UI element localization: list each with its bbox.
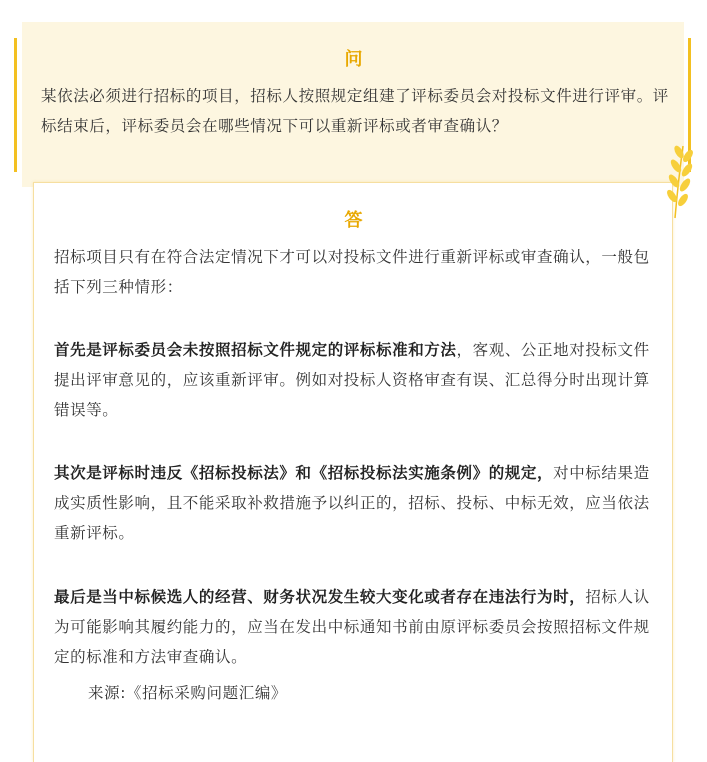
answer-item-2-rest: 对中标结果造成实质性影响，且不能采取补救措施予以纠正的，招标、投标、中标无效，应当依法重新评标。 (54, 464, 650, 542)
question-text: 某依法必须进行招标的项目，招标人按照规定组建了评标委员会对投标文件进行评审。评标结束后，评标委员会在哪些情况下可以重新评标或者审查确认？ (41, 87, 669, 135)
answer-intro: 招标项目只有在符合法定情况下才可以对投标文件进行重新评标或审查确认，一般包括下列三种情形： (54, 248, 650, 296)
source-citation: 来源:《招标采购问题汇编》 (88, 684, 288, 702)
answer-title: 答 (344, 210, 363, 231)
answer-item-1-bold: 首先是评标委员会未按照招标文件规定的评标标准和方法 (54, 341, 457, 359)
answer-item-1-rest: ，客观、公正地对投标文件提出评审意见的，应该重新评审。例如对投标人资格审查有误、汇总得分时出现计算错误等。 (54, 341, 650, 419)
answer-item-2-bold: 其次是评标时违反《招标投标法》和《招标投标法实施条例》的规定， (54, 464, 554, 482)
answer-item-3 (54, 582, 654, 672)
wheat-icon (657, 140, 693, 220)
answer-item-3-rest: 招标人认为可能影响其履约能力的，应当在发出中标通知书前由原评标委员会按照招标文件规定的标准和方法审查确认。 (54, 588, 650, 666)
answer-item-1 (54, 335, 654, 425)
answer-item-3-bold: 最后是当中标候选人的经营、财务状况发生较大变化或者存在违法行为时， (54, 588, 586, 606)
answer-item-2 (54, 458, 654, 548)
question-title: 问 (344, 49, 363, 70)
